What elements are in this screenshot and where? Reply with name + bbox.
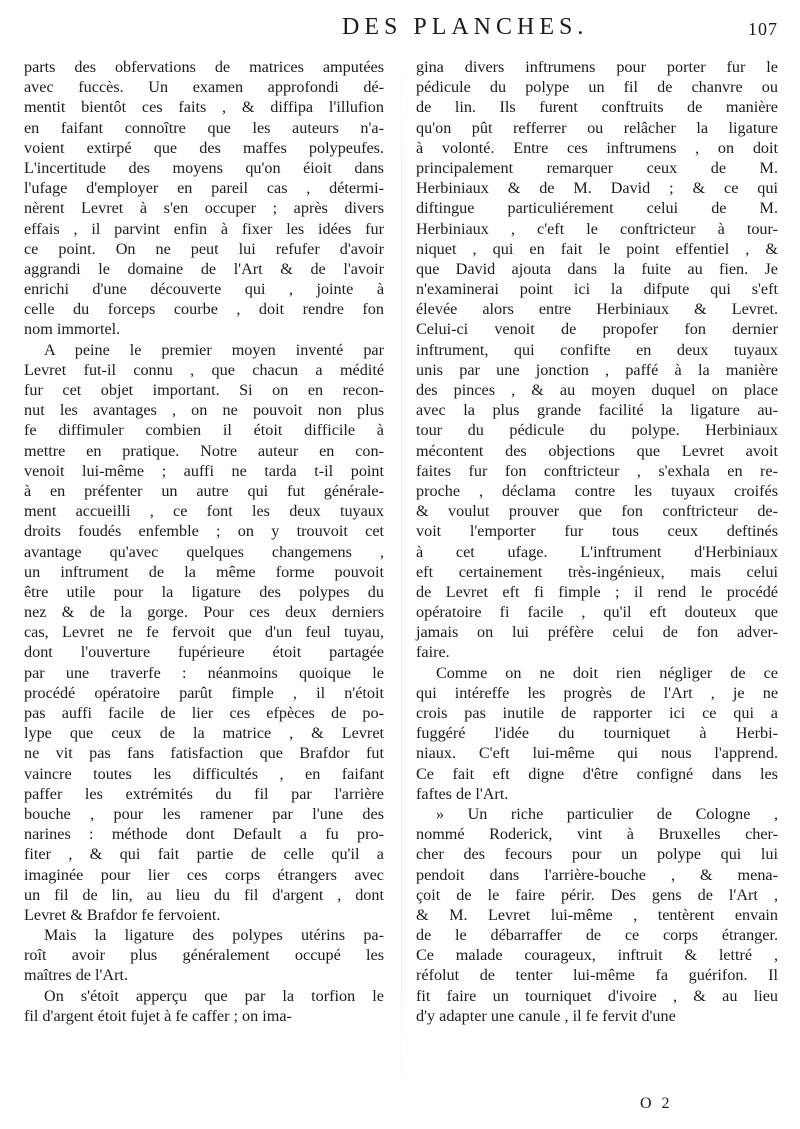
text-line: l'ufage d'employer en pareil cas , détermi- [24, 179, 384, 198]
text-line: n'examinerai point ici la difpute qui s'eft [416, 280, 778, 299]
text-line: gina divers inftrumens pour porter fur le [416, 58, 778, 76]
text-line: Mais la ligature des polypes utérins pa- [44, 926, 384, 945]
text-line: pédicule du polype un fil de chanvre ou [416, 78, 778, 97]
text-line: cher des fecours pour un polype qui lui [416, 845, 778, 864]
text-line: Ce fait eft digne d'être configné dans les [416, 764, 778, 783]
text-line: roît avoir plus généralement occupé les [24, 946, 384, 965]
text-line: par une traverfe : néanmoins quoique le [24, 663, 384, 682]
text-line: qui intéreffe les progrès de l'Art , je ne [416, 683, 778, 702]
text-line: qu'on pût refferrer ou relâcher la ligature [416, 118, 778, 137]
text-line: niquet , qui en fait le point effentiel , & [416, 239, 778, 258]
text-line: fur cet objet important. Si on en recon- [24, 381, 384, 399]
text-line: en faifant connoître que les auteurs n'a- [24, 118, 384, 137]
text-line: ce point. On ne peut lui refufer d'avoir [24, 239, 384, 258]
text-line: L'incertitude des moyens qu'on éioit dans [24, 158, 384, 177]
text-line: paffer les extrémités du fil par l'arrière [24, 784, 384, 803]
text-line: maîtres de l'Art. [24, 966, 129, 985]
text-line: réfolut de tenter lui-même fa guérifon. Il [416, 966, 778, 985]
text-line: mécontent des objections que Levret avoit [416, 441, 778, 460]
text-line: Ce malade courageux, inftruit & lettré , [416, 946, 778, 965]
text-line: nut les avantages , on ne pouvoit non plus [24, 401, 384, 420]
text-line: un fil de lin, au lieu du fil d'argent , dont [24, 885, 384, 904]
text-line: Comme on ne doit rien négliger de ce [436, 663, 778, 682]
text-line: nèrent Levret à s'en occuper ; après divers [24, 199, 384, 218]
text-line: à cet ufage. L'inftrument d'Herbiniaux [416, 542, 778, 561]
text-line: nommé Roderick, vint à Bruxelles cher- [416, 825, 778, 844]
text-line: procédé opératoire parût fimple , il n'étoit [24, 683, 384, 702]
text-line: tour du pédicule du polype. Herbiniaux [416, 421, 778, 440]
text-line: cas, Levret ne fe fervoit que d'un feul tuyau, [24, 623, 384, 642]
text-line: eft certainement très-ingénieux, mais celui [416, 562, 778, 581]
text-line: bouche , pour les ramener par l'une des [24, 804, 384, 823]
text-line: effais , il parvint enfin à fixer les idées fur [24, 219, 384, 238]
running-head [0, 14, 800, 50]
text-line: ne vit pas fans fatisfaction que Brafdor fut [24, 744, 384, 763]
text-line: » Un riche particulier de Cologne , [436, 804, 778, 823]
text-line: & M. Levret lui-même , tentèrent envain [416, 905, 778, 924]
text-line: fil d'argent étoit fujet à fe caffer ; on ima- [24, 1006, 292, 1025]
text-line: mettre en pratique. Notre auteur en con- [24, 441, 384, 460]
text-line: fuggéré l'idée du tourniquet à Herbi- [416, 724, 778, 743]
text-line: çoit de le faire périr. Des gens de l'Art , [416, 885, 778, 904]
text-line: pendoit dans l'arrière-bouche , & mena- [416, 865, 778, 884]
text-line: faftes de l'Art. [416, 784, 509, 803]
text-line: venoit lui-même ; auffi ne tarda t-il point [24, 461, 384, 480]
text-line: de lin. Ils furent conftruits de manière [416, 98, 778, 117]
text-line: Herbiniaux & de M. David ; & ce qui [416, 179, 778, 198]
text-line: inftrument, qui confifte en deux tuyaux [416, 340, 778, 359]
text-line: Herbiniaux , c'eft le conftricteur à tour- [416, 219, 778, 238]
text-line: lype que ceux de la matrice , & Levret [24, 724, 384, 743]
text-line: imaginée pour lier ces corps étrangers avec [24, 865, 384, 884]
text-line: celle du forceps courbe , doit rendre fon [24, 300, 384, 319]
text-line: A peine le premier moyen inventé par [44, 340, 384, 359]
gutter-divider [401, 62, 402, 1092]
text-line: unis par une jonction , paffé à la manière [416, 360, 778, 379]
text-line: voit l'emporter fur tous ceux deftinés [416, 522, 778, 541]
text-line: fit faire un tourniquet d'ivoire , & au lieu [416, 986, 778, 1005]
text-line: voient extirpé que des maffes polypeufes. [24, 138, 384, 157]
text-line: proche , déclama contre les tuyaux croifés [416, 481, 778, 500]
text-line: que David ajouta dans la fuite au fien. Je [416, 259, 778, 278]
text-line: avec fuccès. Un examen approfondi dé- [24, 78, 384, 97]
signature-mark: O 2 [640, 1095, 673, 1112]
text-line: aggrandi le domaine de l'Art & de l'avoir [24, 259, 384, 278]
text-line: fiter , & qui fait partie de celle qu'il a [24, 845, 384, 864]
text-line: narines : méthode dont Default a fu pro- [24, 825, 384, 844]
text-line: jamais on lui préfère celui de fon adver- [416, 623, 778, 642]
text-line: avec la plus grande facilité la ligature au- [416, 401, 778, 420]
right-text-column [416, 57, 778, 1026]
text-line: à en préfenter un autre qui fut générale- [24, 481, 384, 500]
text-line: On s'étoit apperçu que par la torfion le [44, 986, 384, 1005]
text-line: faites fur fon conftricteur , s'exhala en re- [416, 461, 778, 480]
text-line: enrichi d'une découverte qui , jointe à [24, 280, 384, 299]
page-number: 107 [748, 19, 778, 39]
text-line: vaincre toutes les difficultés , en faifant [24, 764, 384, 783]
text-line: élevée alors entre Herbiniaux & Levret. [416, 300, 778, 319]
text-line: opératoire fi facile , qu'il eft douteux que [416, 603, 778, 622]
text-line: d'y adapter une canule , il fe fervit d'une [416, 1006, 676, 1025]
text-line: un inftrument de la même forme pouvoit [24, 562, 384, 581]
running-title: DES PLANCHES. [342, 14, 589, 40]
text-line: dont l'ouverture fupérieure étoit partagée [24, 643, 384, 662]
text-line: nez & de la gorge. Pour ces deux derniers [24, 603, 384, 622]
text-line: des pinces , & au moyen duquel on place [416, 381, 778, 399]
text-line: être utile pour la ligature des polypes du [24, 582, 384, 601]
text-line: pas auffi facile de lier ces efpèces de po- [24, 704, 384, 722]
text-line: parts des obfervations de matrices amputées [24, 58, 384, 76]
text-line: nom immortel. [24, 320, 121, 339]
text-line: niaux. C'eft lui-même qui nous l'apprend. [416, 744, 778, 763]
text-line: mentit bientôt ces faits , & diffipa l'illufion [24, 98, 384, 117]
text-line: diftingue particuliérement celui de M. [416, 199, 778, 218]
text-line: de Levret eft fi fimple ; il rend le procédé [416, 582, 778, 601]
text-line: principalement remarquer ceux de M. [416, 158, 778, 177]
text-line: Levret & Brafdor fe fervoient. [24, 905, 221, 924]
text-line: droits foudés enfemble ; on y trouvoit cet [24, 522, 384, 541]
text-line: faire. [416, 643, 450, 662]
text-line: Levret fut-il connu , que chacun a médité [24, 360, 384, 379]
text-line: fe diffimuler combien il étoit difficile à [24, 421, 384, 440]
text-line: de le débarraffer de ce corps étranger. [416, 926, 778, 945]
text-line: à volonté. Entre ces inftrumens , on doit [416, 138, 778, 157]
text-line: crois pas inutile de rapporter ici ce qui a [416, 704, 778, 722]
text-line: & voulut prouver que fon conftricteur de- [416, 502, 778, 521]
left-text-column [24, 57, 384, 1026]
text-line: ment accueilli , ce font les deux tuyaux [24, 502, 384, 521]
text-line: Celui-ci venoit de propofer fon dernier [416, 320, 778, 339]
text-line: avantage qu'avec quelques changemens , [24, 542, 384, 561]
